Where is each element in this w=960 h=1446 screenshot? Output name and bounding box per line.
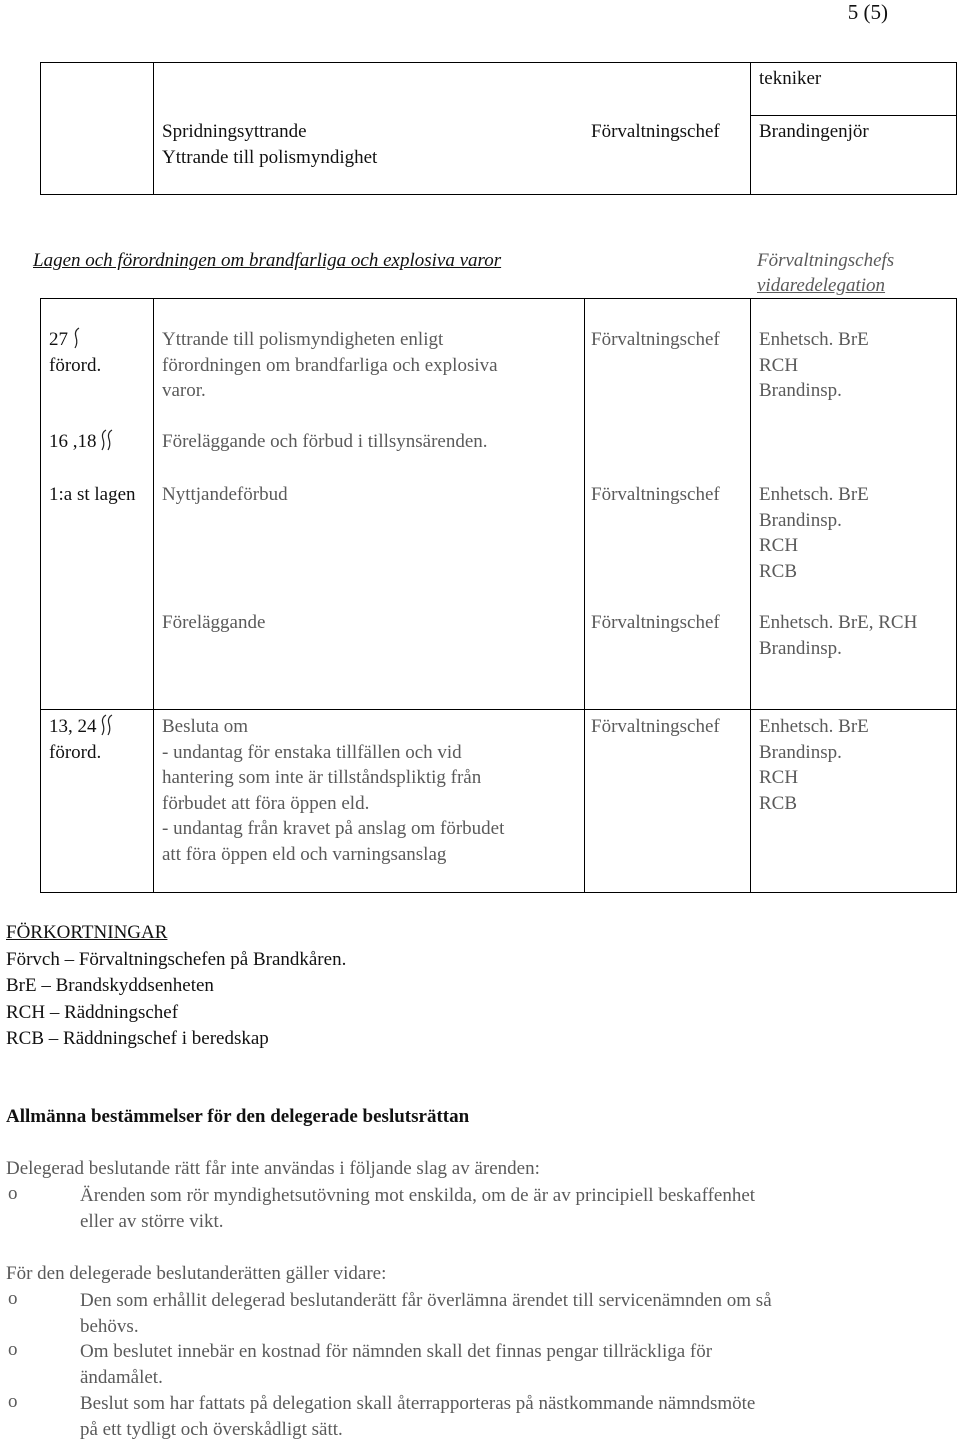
row3-section: 1:a st lagen xyxy=(49,484,136,505)
abbreviations-section xyxy=(6,920,346,1053)
delegation-table xyxy=(40,298,957,893)
row2-section: 16 ,18 xyxy=(49,429,113,455)
row4-decision-maker: Förvaltningschef xyxy=(591,612,720,633)
row1-decision-maker: Förvaltningschef xyxy=(591,329,720,350)
bullet-marker: o xyxy=(8,1339,18,1360)
list2-item: Den som erhållit delegerad beslutanderätt får överlämna ärendet till servicenämnden om så behövs. xyxy=(80,1290,772,1337)
row5-section: 13, 24 förord. xyxy=(49,714,113,765)
row3-delegation: Enhetsch. BrE Brandinsp. RCH RCB xyxy=(759,484,869,582)
abbreviation-item: Förvch – Förvaltningschefen på Brandkåren. xyxy=(6,948,347,970)
general-title: Allmänna bestämmelser för den delegerade beslutsrättan xyxy=(6,1106,470,1127)
section-sign-icon xyxy=(101,429,113,451)
section-sign-icon xyxy=(72,327,84,349)
top-table xyxy=(40,62,957,195)
row4-delegation: Enhetsch. BrE, RCH Brandinsp. xyxy=(759,612,918,659)
row5-delegation: Enhetsch. BrE Brandinsp. RCH RCB xyxy=(759,716,869,814)
row5-decision-maker: Förvaltningschef xyxy=(591,716,720,737)
page-number: 5 (5) xyxy=(847,0,888,24)
top-row2-col4: Brandingenjör xyxy=(759,121,869,142)
bullet-marker: o xyxy=(8,1288,18,1309)
row1-delegation: Enhetsch. BrE RCH Brandinsp. xyxy=(759,329,869,402)
list2-item: Beslut som har fattats på delegation skall återrapporteras på nästkommande nämndsmöte på ett tydligt och överskådligt sätt. xyxy=(80,1393,756,1440)
row3-decision-maker: Förvaltningschef xyxy=(591,484,720,505)
abbreviations-title: FÖRKORTNINGAR xyxy=(6,922,168,943)
section-heading: Lagen och förordningen om brandfarliga och explosiva varor xyxy=(33,250,502,271)
list2-item: Om beslutet innebär en kostnad för nämnden skall det finnas pengar tillräckliga för ändamålet. xyxy=(80,1341,713,1388)
row2-description: Föreläggande och förbud i tillsynsärenden. xyxy=(162,431,488,452)
row4-description: Föreläggande xyxy=(162,612,266,633)
general-intro2: För den delegerade beslutanderätten gäller vidare: xyxy=(6,1263,387,1284)
abbreviation-item: RCH – Räddningschef xyxy=(6,1001,179,1023)
bullet-marker: o xyxy=(8,1391,18,1412)
delegation-heading: Förvaltningschefs vidaredelegation xyxy=(757,250,895,296)
section-sign-icon xyxy=(101,714,113,736)
row3-description: Nyttjandeförbud xyxy=(162,484,288,505)
abbreviation-item: RCB – Räddningschef i beredskap xyxy=(6,1028,269,1049)
abbreviation-item: BrE – Brandskyddsenheten xyxy=(6,975,214,996)
bullet-marker: o xyxy=(8,1183,18,1204)
row1-description: Yttrande till polismyndigheten enligt förordningen om brandfarliga och explosiva varor. xyxy=(162,329,498,402)
top-row2-col3: Förvaltningschef xyxy=(591,121,720,142)
list1-item: Ärenden som rör myndighetsutövning mot enskilda, om de är av principiell beskaffenhet eller av större vikt. xyxy=(80,1185,756,1232)
top-row1-col4: tekniker xyxy=(759,68,822,89)
general-intro: Delegerad beslutande rätt får inte användas i följande slag av ärenden: xyxy=(6,1158,540,1179)
row5-description: Besluta om - undantag för enstaka tillfällen och vid hantering som inte är tillståndspliktig från förbudet att föra öppen eld. - undantag från kravet på anslag om förbudet att föra öppen eld och varningsanslag xyxy=(162,716,505,865)
top-row2-col2: Spridningsyttrande Yttrande till polismyndighet xyxy=(162,121,378,168)
row1-section: 27 förord. xyxy=(49,329,102,376)
